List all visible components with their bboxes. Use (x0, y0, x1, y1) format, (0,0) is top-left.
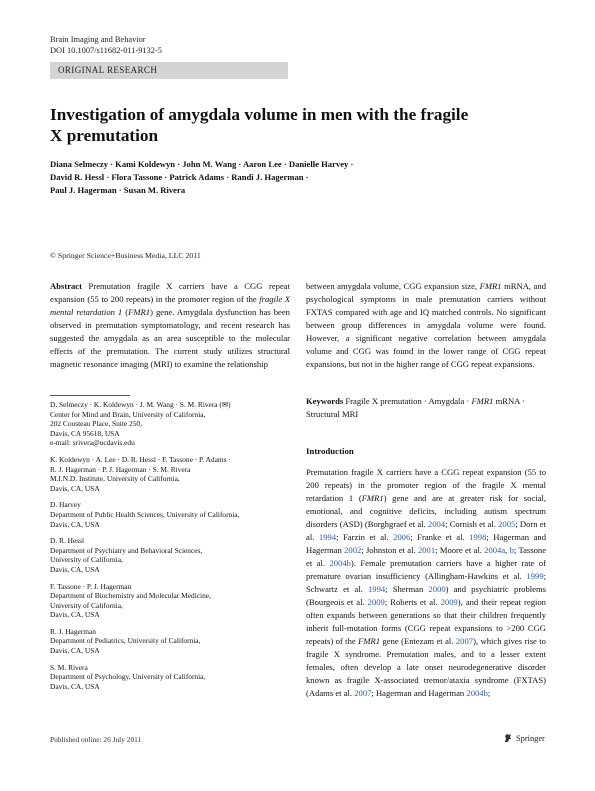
affiliation-line: Department of Pediatrics, University of California, (50, 636, 201, 646)
journal-name: Brain Imaging and Behavior (50, 35, 146, 44)
section-banner: ORIGINAL RESEARCH (50, 62, 288, 79)
published-date: Published online: 26 July 2011 (50, 735, 142, 744)
affiliations (50, 400, 295, 698)
citation-link[interactable]: 2004 (427, 519, 446, 529)
keywords: Keywords Fragile X premutation · Amygdala · FMR1 mRNA · Structural MRI (306, 396, 525, 419)
affiliation-line: Davis, CA 95618, USA (50, 428, 120, 438)
affiliation-line: S. M. Rivera (50, 662, 88, 672)
affiliation-line: Davis, CA, USA (50, 681, 100, 691)
springer-horse-icon (503, 733, 513, 743)
affiliation-line: F. Tassone · P. J. Hagerman (50, 581, 132, 591)
affiliation-line: 202 Cousteau Place, Suite 250, (50, 419, 142, 429)
citation-link[interactable]: 2009 (367, 597, 385, 607)
affiliation-block (50, 536, 295, 574)
affiliation-block (50, 582, 295, 620)
citation-link[interactable]: 1994 (318, 532, 337, 542)
affiliation-block (50, 400, 295, 448)
copyright-notice: © Springer Science+Business Media, LLC 2011 (50, 251, 201, 260)
article-title: Investigation of amygdala volume in men with the fragile X premutation (50, 105, 469, 145)
abstract-heading: Abstract (50, 281, 82, 291)
affiliation-line: Davis, CA, USA (50, 610, 100, 620)
affiliation-line: Department of Public Health Sciences, University of California, (50, 509, 240, 519)
citation-link[interactable]: 2001 (417, 545, 436, 555)
affiliation-line: University of California, (50, 600, 123, 610)
affiliation-line: R. J. Hagerman (50, 626, 96, 636)
affiliation-line: Department of Biochemistry and Molecular Medicine, (50, 591, 211, 601)
affiliation-line: R. J. Hagerman · P. J. Hagerman · S. M. Rivera (50, 464, 191, 474)
author-list: Diana Selmeczy · Kami Koldewyn · John M. Wang · Aaron Lee · Danielle Harvey · David R. Hessl · Flora Tassone · Patrick Adams · Randi J. Hagerman · Paul J. Hagerman · Susan M. Rivera (50, 159, 354, 195)
citation-link[interactable]: 2004a (484, 545, 506, 555)
doi: DOI 10.1007/s11682-011-9132-5 (50, 46, 162, 55)
citation-link[interactable]: 2002 (344, 545, 362, 555)
affiliation-line: Davis, CA, USA (50, 519, 100, 529)
introduction-body: Premutation fragile X carriers have a CGG repeat expansion (55 to 200 repeats) in the promoter region of the fragile X mental retardation 1 (FMR1) gene and are at greater risk for social, emotional, and cognitive deficits, including autism spectrum disorders (ASD) (Borghgraef et al. 2004; Cornish et al. 2005; Dorn et al. 1994; Farzin et al. 2006; Franke et al. 1998; Hagerman and Hagerman 2002; Johnston et al. 2001; Moore et al. 2004a, b; Tassone et al. 2004b). Female premutation carriers have a higher rate of premature ovarian insufficiency (Allingham-Hawkins et al. 1999; Schwartz et al. 1994; Sherman 2000) and psychiatric problems (Bourgeois et al. 2009; Roberts et al. 2009), and their repeat region often expands between generations so that their children frequently inherit full-mutation forms (CGG repeat expansions to >200 CGG repeats) of the FMR1 gene (Entezam et al. 2007), which gives rise to fragile X syndrome. Premutation males, and to a lesser extent females, often develop a late onset neurodegenerative disorder known as fragile X-associated tremor/ataxia syndrome (FXTAS) (Adams et al. 2007; Hagerman and Hagerman 2004b; (306, 467, 547, 698)
affiliation-block (50, 455, 295, 493)
introduction-heading: Introduction (306, 446, 354, 456)
affiliation-line: Department of Psychology, University of California, (50, 672, 206, 682)
affiliation-line: M.I.N.D. Institute, University of California, (50, 474, 180, 484)
citation-link[interactable]: 2006 (393, 532, 411, 542)
affiliation-line: D. R. Hessl (50, 536, 85, 546)
affiliation-line: Department of Psychiatry and Behavioral Sciences, (50, 545, 203, 555)
citation-link[interactable]: 2009 (440, 597, 458, 607)
citation-link[interactable]: 2007 (354, 688, 372, 698)
affiliation-line: e-mail: srivera@ucdavis.edu (50, 438, 135, 448)
citation-link[interactable]: 1994 (367, 584, 386, 594)
citation-link[interactable]: 2000 (428, 584, 446, 594)
citation-link[interactable]: 2004b (329, 558, 351, 568)
affiliation-line: Davis, CA, USA (50, 483, 100, 493)
citation-link[interactable]: 2007 (455, 636, 474, 646)
affiliation-line: K. Koldewyn · A. Lee · D. R. Hessl · F. Tassone · P. Adams · (50, 454, 231, 464)
affiliation-line: University of California, (50, 555, 123, 565)
citation-link[interactable]: 1998 (469, 532, 487, 542)
citation-link[interactable]: 1999 (526, 571, 544, 581)
affiliation-line: D. Selmeczy · K. Koldewyn · J. M. Wang · S. M. Rivera (✉) (50, 400, 231, 409)
affiliation-block (50, 500, 295, 529)
affiliation-line: Center for Mind and Brain, University of California, (50, 409, 206, 419)
affiliation-block (50, 663, 295, 692)
affiliation-line: Davis, CA, USA (50, 646, 100, 656)
citation-link[interactable]: b (509, 545, 514, 555)
citation-link[interactable]: 2004b (466, 688, 488, 698)
keywords-heading: Keywords (306, 396, 344, 406)
affiliation-line: Davis, CA, USA (50, 564, 100, 574)
abstract-right: between amygdala volume, CGG expansion size, FMR1 mRNA, and psychological symptoms in male premutation carriers without FXTAS compared with age and IQ matched controls. No significant between group differences in amygdala volume were found. However, a significant negative correlation between amygdala volume and CGG was found in the lower range of CGG repeat expansions, but not in the higher range of CGG repeat expansions. (306, 281, 546, 369)
affiliation-line: D. Harvey (50, 500, 81, 510)
affiliation-block (50, 627, 295, 656)
abstract-left: Abstract Premutation fragile X carriers have a CGG repeat expansion (55 to 200 repeats) in the promoter region of the fragile X mental retardation 1 (FMR1) gene. Amygdala dysfunction has been observed in premutation symptomatology, and recent research has suggested the amygdala as an area susceptible to the molecular effects of the premutation. The current study utilizes structural magnetic resonance imaging (MRI) to examine the relationship (50, 281, 290, 369)
publisher-logo (503, 733, 545, 743)
citation-link[interactable]: 2005 (498, 519, 516, 529)
publisher-name: Springer (516, 733, 545, 743)
journal-header (50, 34, 162, 56)
affiliation-divider (50, 395, 130, 396)
